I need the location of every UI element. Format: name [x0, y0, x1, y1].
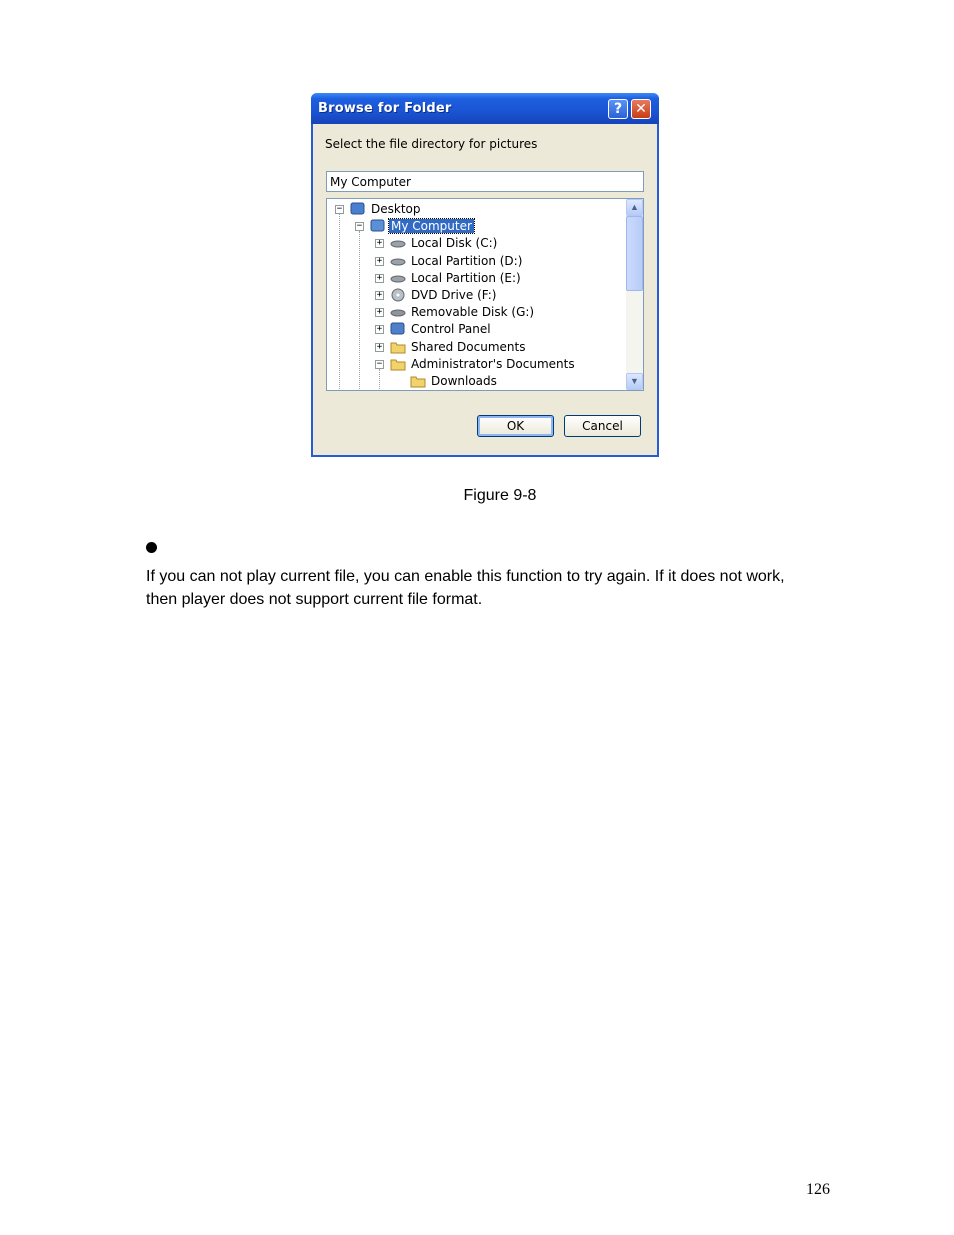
- desktop-icon: [350, 202, 366, 216]
- browse-for-folder-dialog: [311, 93, 659, 457]
- tree-item-label: Administrator's Documents: [411, 356, 575, 371]
- body-paragraph: If you can not play current file, you can enable this function to try again. If it does not work, then player does not support current file format.: [146, 568, 785, 608]
- expand-icon[interactable]: +: [376, 341, 383, 352]
- tree-item-label: Desktop: [371, 202, 421, 216]
- help-button[interactable]: ?: [608, 99, 628, 119]
- expand-icon[interactable]: +: [376, 272, 383, 283]
- expand-icon[interactable]: +: [376, 290, 383, 300]
- tree-item-label: Local Disk (C:): [411, 236, 498, 251]
- computer-icon: [370, 219, 386, 233]
- scroll-up-button[interactable]: ▲: [626, 199, 643, 216]
- tree-item-label: Control Panel: [411, 322, 491, 337]
- ok-button[interactable]: OK: [477, 415, 554, 437]
- page-number: 126: [806, 1181, 830, 1198]
- folder-icon: [390, 357, 406, 371]
- dialog-titlebar[interactable]: [311, 93, 659, 124]
- tree-item-label: Local Partition (E:): [411, 270, 521, 285]
- folder-icon: [390, 340, 406, 354]
- tree-item-label: Downloads: [431, 374, 497, 388]
- tree-scrollbar[interactable]: [626, 199, 643, 390]
- tree-item-label: Removable Disk (G:): [411, 305, 535, 320]
- tree-guide-line: [339, 213, 340, 391]
- drive-icon: [390, 254, 406, 268]
- drive-icon: [390, 271, 406, 285]
- scroll-down-button[interactable]: ▼: [626, 373, 643, 390]
- tree-guide-line: [379, 369, 380, 391]
- collapse-icon[interactable]: −: [336, 204, 343, 214]
- close-button[interactable]: ✕: [631, 99, 651, 119]
- dialog-title: Browse for Folder: [318, 101, 452, 116]
- drive-icon: [390, 236, 406, 250]
- tree-item-label: DVD Drive (F:): [411, 288, 497, 302]
- collapse-icon[interactable]: −: [356, 221, 363, 232]
- folder-icon: [410, 374, 426, 388]
- dvd-drive-icon: [390, 288, 406, 302]
- folder-path-field[interactable]: My Computer: [326, 171, 644, 192]
- cancel-button[interactable]: Cancel: [564, 415, 641, 437]
- expand-icon[interactable]: +: [376, 255, 383, 266]
- collapse-icon[interactable]: −: [376, 358, 383, 369]
- expand-icon[interactable]: +: [376, 307, 383, 318]
- expand-icon[interactable]: +: [376, 324, 383, 335]
- tree-guide-line: [359, 231, 360, 391]
- expand-icon[interactable]: +: [376, 238, 383, 249]
- tree-item-label: Shared Documents: [411, 339, 526, 354]
- dialog-prompt: Select the file directory for pictures: [325, 137, 538, 151]
- figure-caption: Figure 9-8: [463, 487, 537, 504]
- tree-item-label: Local Partition (D:): [411, 253, 523, 268]
- bullet-point: [146, 542, 157, 553]
- folder-tree[interactable]: [326, 198, 644, 391]
- scroll-thumb[interactable]: [626, 216, 643, 291]
- tree-item-label: My Computer: [391, 219, 472, 234]
- removable-disk-icon: [390, 305, 406, 319]
- control-panel-icon: [390, 322, 406, 336]
